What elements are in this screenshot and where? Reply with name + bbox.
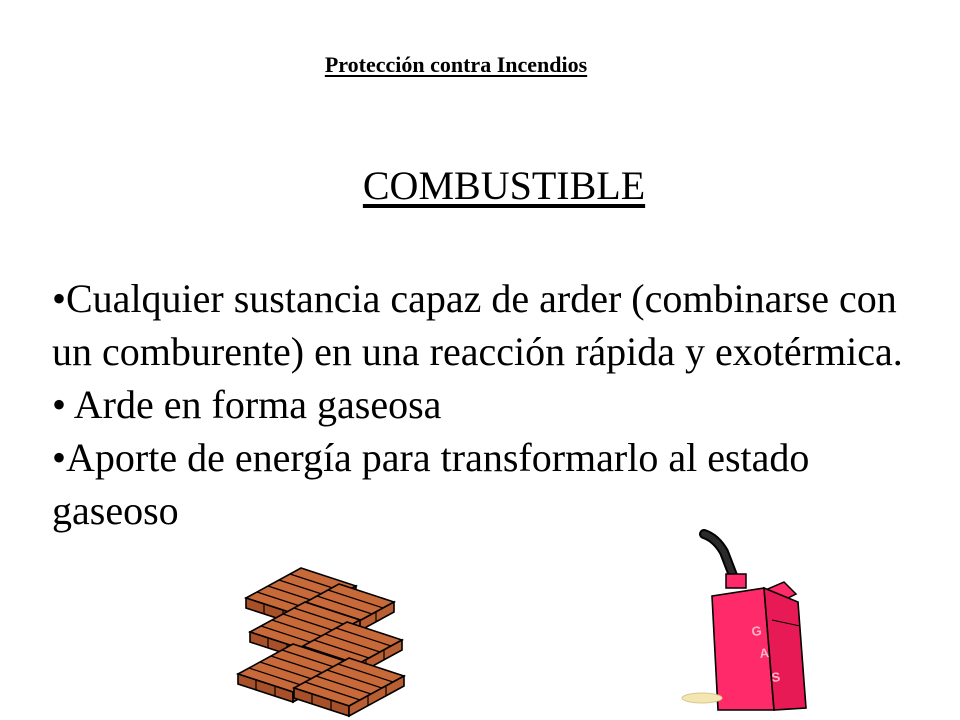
gas-can-icon bbox=[672, 530, 822, 720]
svg-text:S: S bbox=[770, 669, 781, 685]
svg-text:G: G bbox=[750, 623, 763, 639]
bullet-definition: •Cualquier sustancia capaz de arder (combinarse con un comburente) en una reacción rápida y exotérmica. bbox=[52, 276, 903, 374]
slide-title: COMBUSTIBLE bbox=[362, 163, 646, 208]
wood-pallets-icon bbox=[236, 560, 406, 720]
bullet-list bbox=[52, 272, 912, 537]
bullet-energy-input: •Aporte de energía para transformarlo al estado gaseoso bbox=[52, 435, 810, 533]
svg-text:A: A bbox=[758, 645, 770, 661]
bullet-gaseous-form: • Arde en forma gaseosa bbox=[52, 382, 442, 427]
page-header-title: Protección contra Incendios bbox=[324, 52, 588, 77]
